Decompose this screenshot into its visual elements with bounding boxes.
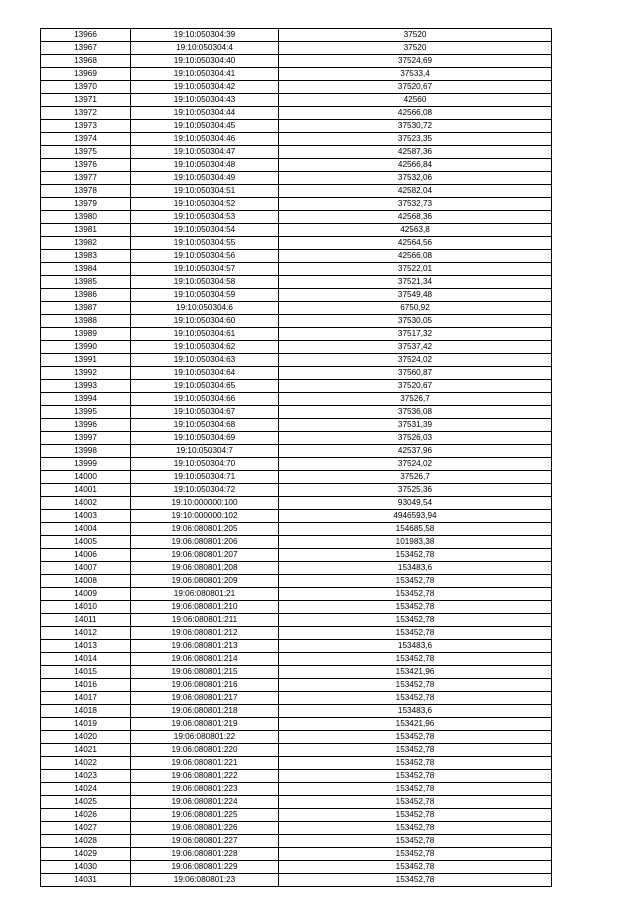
table-row — [41, 666, 552, 679]
table-row — [41, 29, 552, 42]
cadastral-number-cell: 19:10:050304:70 — [131, 458, 279, 471]
row-number-cell: 14012 — [41, 627, 131, 640]
table-row — [41, 302, 552, 315]
value-cell: 37530,05 — [279, 315, 552, 328]
value-cell: 37532,73 — [279, 198, 552, 211]
table-row — [41, 68, 552, 81]
value-cell: 4946593,94 — [279, 510, 552, 523]
value-cell: 42566,08 — [279, 250, 552, 263]
table-row — [41, 744, 552, 757]
cadastral-number-cell: 19:06:080801:228 — [131, 848, 279, 861]
row-number-cell: 13985 — [41, 276, 131, 289]
row-number-cell: 14030 — [41, 861, 131, 874]
table-row — [41, 510, 552, 523]
cadastral-number-cell: 19:10:050304:44 — [131, 107, 279, 120]
table-row — [41, 809, 552, 822]
table-row — [41, 653, 552, 666]
value-cell: 37526,7 — [279, 471, 552, 484]
cadastral-number-cell: 19:10:050304:47 — [131, 146, 279, 159]
cadastral-number-cell: 19:10:050304:58 — [131, 276, 279, 289]
table-row — [41, 549, 552, 562]
table-row — [41, 185, 552, 198]
table-row — [41, 42, 552, 55]
cadastral-number-cell: 19:06:080801:226 — [131, 822, 279, 835]
row-number-cell: 14027 — [41, 822, 131, 835]
value-cell: 37537,42 — [279, 341, 552, 354]
cadastral-number-cell: 19:06:080801:229 — [131, 861, 279, 874]
cadastral-number-cell: 19:06:080801:208 — [131, 562, 279, 575]
value-cell: 153452,78 — [279, 874, 552, 887]
row-number-cell: 14001 — [41, 484, 131, 497]
cadastral-number-cell: 19:10:050304:55 — [131, 237, 279, 250]
row-number-cell: 14000 — [41, 471, 131, 484]
cadastral-number-cell: 19:06:080801:214 — [131, 653, 279, 666]
row-number-cell: 14029 — [41, 848, 131, 861]
row-number-cell: 13971 — [41, 94, 131, 107]
table-row — [41, 328, 552, 341]
value-cell: 153452,78 — [279, 549, 552, 562]
row-number-cell: 13983 — [41, 250, 131, 263]
value-cell: 153452,78 — [279, 744, 552, 757]
cadastral-number-cell: 19:06:080801:219 — [131, 718, 279, 731]
value-cell: 153452,78 — [279, 848, 552, 861]
row-number-cell: 13990 — [41, 341, 131, 354]
value-cell: 101983,38 — [279, 536, 552, 549]
value-cell: 42560 — [279, 94, 552, 107]
cadastral-number-cell: 19:10:050304:56 — [131, 250, 279, 263]
table-row — [41, 562, 552, 575]
value-cell: 42587,36 — [279, 146, 552, 159]
table-row — [41, 640, 552, 653]
table-row — [41, 588, 552, 601]
cadastral-number-cell: 19:10:050304:65 — [131, 380, 279, 393]
table-row — [41, 94, 552, 107]
value-cell: 153421,96 — [279, 666, 552, 679]
table-row — [41, 458, 552, 471]
row-number-cell: 14020 — [41, 731, 131, 744]
cadastral-number-cell: 19:10:050304:60 — [131, 315, 279, 328]
row-number-cell: 13992 — [41, 367, 131, 380]
value-cell: 153452,78 — [279, 822, 552, 835]
table-row — [41, 107, 552, 120]
cadastral-number-cell: 19:10:050304:69 — [131, 432, 279, 445]
table-row — [41, 757, 552, 770]
cadastral-number-cell: 19:06:080801:216 — [131, 679, 279, 692]
row-number-cell: 14018 — [41, 705, 131, 718]
cadastral-number-cell: 19:10:000000:100 — [131, 497, 279, 510]
cadastral-number-cell: 19:10:050304:53 — [131, 211, 279, 224]
row-number-cell: 13974 — [41, 133, 131, 146]
cadastral-number-cell: 19:10:050304:42 — [131, 81, 279, 94]
value-cell: 153452,78 — [279, 679, 552, 692]
value-cell: 37524,02 — [279, 458, 552, 471]
table-body — [41, 29, 552, 887]
value-cell: 42568,36 — [279, 211, 552, 224]
cadastral-number-cell: 19:10:050304:45 — [131, 120, 279, 133]
table-row — [41, 367, 552, 380]
table-row — [41, 575, 552, 588]
value-cell: 153452,78 — [279, 575, 552, 588]
value-cell: 153452,78 — [279, 861, 552, 874]
table-row — [41, 848, 552, 861]
value-cell: 37524,02 — [279, 354, 552, 367]
cadastral-number-cell: 19:06:080801:22 — [131, 731, 279, 744]
row-number-cell: 14007 — [41, 562, 131, 575]
cadastral-number-cell: 19:10:050304:62 — [131, 341, 279, 354]
row-number-cell: 13999 — [41, 458, 131, 471]
cadastral-number-cell: 19:06:080801:225 — [131, 809, 279, 822]
cadastral-number-cell: 19:06:080801:207 — [131, 549, 279, 562]
cadastral-number-cell: 19:10:050304:72 — [131, 484, 279, 497]
cadastral-number-cell: 19:06:080801:209 — [131, 575, 279, 588]
row-number-cell: 14005 — [41, 536, 131, 549]
value-cell: 153452,78 — [279, 627, 552, 640]
table-row — [41, 874, 552, 887]
cadastral-number-cell: 19:10:050304:66 — [131, 393, 279, 406]
cadastral-number-cell: 19:10:050304:59 — [131, 289, 279, 302]
table-row — [41, 705, 552, 718]
table-row — [41, 796, 552, 809]
value-cell: 153452,78 — [279, 601, 552, 614]
value-cell: 37526,03 — [279, 432, 552, 445]
cadastral-number-cell: 19:06:080801:220 — [131, 744, 279, 757]
row-number-cell: 13975 — [41, 146, 131, 159]
cadastral-number-cell: 19:06:080801:205 — [131, 523, 279, 536]
cadastral-number-cell: 19:10:050304:7 — [131, 445, 279, 458]
cadastral-number-cell: 19:06:080801:221 — [131, 757, 279, 770]
cadastral-number-cell: 19:10:050304:49 — [131, 172, 279, 185]
value-cell: 153452,78 — [279, 835, 552, 848]
cadastral-number-cell: 19:10:050304:54 — [131, 224, 279, 237]
value-cell: 37536,08 — [279, 406, 552, 419]
value-cell: 93049,54 — [279, 497, 552, 510]
value-cell: 153452,78 — [279, 757, 552, 770]
value-cell: 37520 — [279, 42, 552, 55]
row-number-cell: 14022 — [41, 757, 131, 770]
table-row — [41, 484, 552, 497]
table-row — [41, 250, 552, 263]
value-cell: 154685,58 — [279, 523, 552, 536]
cadastral-number-cell: 19:06:080801:217 — [131, 692, 279, 705]
table-row — [41, 133, 552, 146]
cadastral-number-cell: 19:06:080801:206 — [131, 536, 279, 549]
cadastral-number-cell: 19:10:000000:102 — [131, 510, 279, 523]
table-row — [41, 55, 552, 68]
table-row — [41, 211, 552, 224]
row-number-cell: 13969 — [41, 68, 131, 81]
row-number-cell: 13973 — [41, 120, 131, 133]
row-number-cell: 13972 — [41, 107, 131, 120]
row-number-cell: 13986 — [41, 289, 131, 302]
table-row — [41, 276, 552, 289]
row-number-cell: 13979 — [41, 198, 131, 211]
table-row — [41, 601, 552, 614]
table-row — [41, 861, 552, 874]
value-cell: 153452,78 — [279, 809, 552, 822]
row-number-cell: 13966 — [41, 29, 131, 42]
value-cell: 37523,35 — [279, 133, 552, 146]
row-number-cell: 14016 — [41, 679, 131, 692]
table-row — [41, 445, 552, 458]
value-cell: 37531,39 — [279, 419, 552, 432]
table-row — [41, 198, 552, 211]
row-number-cell: 14015 — [41, 666, 131, 679]
cadastral-number-cell: 19:06:080801:218 — [131, 705, 279, 718]
table-row — [41, 120, 552, 133]
value-cell: 37560,87 — [279, 367, 552, 380]
cadastral-number-cell: 19:10:050304:39 — [131, 29, 279, 42]
row-number-cell: 13977 — [41, 172, 131, 185]
value-cell: 153452,78 — [279, 692, 552, 705]
row-number-cell: 14004 — [41, 523, 131, 536]
row-number-cell: 13967 — [41, 42, 131, 55]
table-row — [41, 419, 552, 432]
value-cell: 37525,36 — [279, 484, 552, 497]
cadastral-number-cell: 19:06:080801:224 — [131, 796, 279, 809]
row-number-cell: 13982 — [41, 237, 131, 250]
table-row — [41, 380, 552, 393]
value-cell: 153452,78 — [279, 653, 552, 666]
cadastral-number-cell: 19:10:050304:52 — [131, 198, 279, 211]
table-row — [41, 692, 552, 705]
value-cell: 42566,08 — [279, 107, 552, 120]
row-number-cell: 14017 — [41, 692, 131, 705]
cadastral-number-cell: 19:06:080801:215 — [131, 666, 279, 679]
row-number-cell: 13991 — [41, 354, 131, 367]
value-cell: 153452,78 — [279, 770, 552, 783]
table-row — [41, 627, 552, 640]
value-cell: 37526,7 — [279, 393, 552, 406]
table-row — [41, 497, 552, 510]
cadastral-number-cell: 19:10:050304:67 — [131, 406, 279, 419]
cadastral-number-cell: 19:06:080801:21 — [131, 588, 279, 601]
table-row — [41, 523, 552, 536]
row-number-cell: 13997 — [41, 432, 131, 445]
value-cell: 153452,78 — [279, 731, 552, 744]
value-cell: 153421,96 — [279, 718, 552, 731]
row-number-cell: 13987 — [41, 302, 131, 315]
value-cell: 42564,56 — [279, 237, 552, 250]
table-row — [41, 315, 552, 328]
table-row — [41, 341, 552, 354]
row-number-cell: 14002 — [41, 497, 131, 510]
value-cell: 153483,6 — [279, 640, 552, 653]
cadastral-number-cell: 19:10:050304:40 — [131, 55, 279, 68]
row-number-cell: 14031 — [41, 874, 131, 887]
value-cell: 153452,78 — [279, 614, 552, 627]
value-cell: 37524,69 — [279, 55, 552, 68]
table-row — [41, 172, 552, 185]
row-number-cell: 14028 — [41, 835, 131, 848]
row-number-cell: 13976 — [41, 159, 131, 172]
table-row — [41, 770, 552, 783]
value-cell: 37520 — [279, 29, 552, 42]
cadastral-number-cell: 19:06:080801:227 — [131, 835, 279, 848]
cadastral-number-cell: 19:10:050304:46 — [131, 133, 279, 146]
value-cell: 153483,6 — [279, 705, 552, 718]
row-number-cell: 14021 — [41, 744, 131, 757]
cadastral-number-cell: 19:10:050304:6 — [131, 302, 279, 315]
value-cell: 37533,4 — [279, 68, 552, 81]
row-number-cell: 14011 — [41, 614, 131, 627]
cadastral-number-cell: 19:06:080801:223 — [131, 783, 279, 796]
row-number-cell: 13995 — [41, 406, 131, 419]
table-row — [41, 822, 552, 835]
table-row — [41, 224, 552, 237]
row-number-cell: 13989 — [41, 328, 131, 341]
row-number-cell: 14025 — [41, 796, 131, 809]
table-row — [41, 731, 552, 744]
value-cell: 153452,78 — [279, 588, 552, 601]
cadastral-number-cell: 19:06:080801:23 — [131, 874, 279, 887]
value-cell: 37522,01 — [279, 263, 552, 276]
table-row — [41, 835, 552, 848]
cadastral-number-cell: 19:10:050304:63 — [131, 354, 279, 367]
cadastral-number-cell: 19:10:050304:61 — [131, 328, 279, 341]
value-cell: 37532,06 — [279, 172, 552, 185]
table-row — [41, 81, 552, 94]
table-row — [41, 614, 552, 627]
cadastral-number-cell: 19:06:080801:211 — [131, 614, 279, 627]
table-row — [41, 432, 552, 445]
value-cell: 37549,48 — [279, 289, 552, 302]
row-number-cell: 13988 — [41, 315, 131, 328]
row-number-cell: 14010 — [41, 601, 131, 614]
value-cell: 153483,6 — [279, 562, 552, 575]
row-number-cell: 13970 — [41, 81, 131, 94]
cadastral-number-cell: 19:10:050304:51 — [131, 185, 279, 198]
table-row — [41, 354, 552, 367]
cadastral-number-cell: 19:06:080801:213 — [131, 640, 279, 653]
value-cell: 153452,78 — [279, 796, 552, 809]
table-row — [41, 146, 552, 159]
table-row — [41, 471, 552, 484]
cadastral-number-cell: 19:06:080801:212 — [131, 627, 279, 640]
cadastral-number-cell: 19:10:050304:43 — [131, 94, 279, 107]
table-row — [41, 159, 552, 172]
value-cell: 37520,67 — [279, 380, 552, 393]
row-number-cell: 13978 — [41, 185, 131, 198]
row-number-cell: 13984 — [41, 263, 131, 276]
value-cell: 37517,32 — [279, 328, 552, 341]
row-number-cell: 14003 — [41, 510, 131, 523]
value-cell: 37530,72 — [279, 120, 552, 133]
cadastral-number-cell: 19:10:050304:48 — [131, 159, 279, 172]
cadastral-number-cell: 19:10:050304:68 — [131, 419, 279, 432]
table-row — [41, 783, 552, 796]
row-number-cell: 14023 — [41, 770, 131, 783]
row-number-cell: 13980 — [41, 211, 131, 224]
table-row — [41, 536, 552, 549]
row-number-cell: 14024 — [41, 783, 131, 796]
table-row — [41, 718, 552, 731]
row-number-cell: 13993 — [41, 380, 131, 393]
table-row — [41, 406, 552, 419]
value-cell: 42566,84 — [279, 159, 552, 172]
table-row — [41, 289, 552, 302]
row-number-cell: 14019 — [41, 718, 131, 731]
row-number-cell: 13994 — [41, 393, 131, 406]
cadastral-number-cell: 19:10:050304:71 — [131, 471, 279, 484]
cadastral-number-cell: 19:06:080801:222 — [131, 770, 279, 783]
value-cell: 42563,8 — [279, 224, 552, 237]
table-row — [41, 237, 552, 250]
row-number-cell: 13996 — [41, 419, 131, 432]
cadastral-number-cell: 19:10:050304:57 — [131, 263, 279, 276]
data-table — [40, 28, 552, 887]
value-cell: 153452,78 — [279, 783, 552, 796]
document-page — [40, 28, 551, 887]
row-number-cell: 14008 — [41, 575, 131, 588]
value-cell: 37520,67 — [279, 81, 552, 94]
cadastral-number-cell: 19:10:050304:64 — [131, 367, 279, 380]
value-cell: 42537,96 — [279, 445, 552, 458]
cadastral-number-cell: 19:06:080801:210 — [131, 601, 279, 614]
value-cell: 42582,04 — [279, 185, 552, 198]
row-number-cell: 14014 — [41, 653, 131, 666]
table-row — [41, 393, 552, 406]
table-row — [41, 679, 552, 692]
row-number-cell: 13968 — [41, 55, 131, 68]
row-number-cell: 13998 — [41, 445, 131, 458]
table-row — [41, 263, 552, 276]
value-cell: 6750,92 — [279, 302, 552, 315]
value-cell: 37521,34 — [279, 276, 552, 289]
cadastral-number-cell: 19:10:050304:41 — [131, 68, 279, 81]
row-number-cell: 14013 — [41, 640, 131, 653]
row-number-cell: 14006 — [41, 549, 131, 562]
row-number-cell: 14009 — [41, 588, 131, 601]
cadastral-number-cell: 19:10:050304:4 — [131, 42, 279, 55]
row-number-cell: 14026 — [41, 809, 131, 822]
row-number-cell: 13981 — [41, 224, 131, 237]
